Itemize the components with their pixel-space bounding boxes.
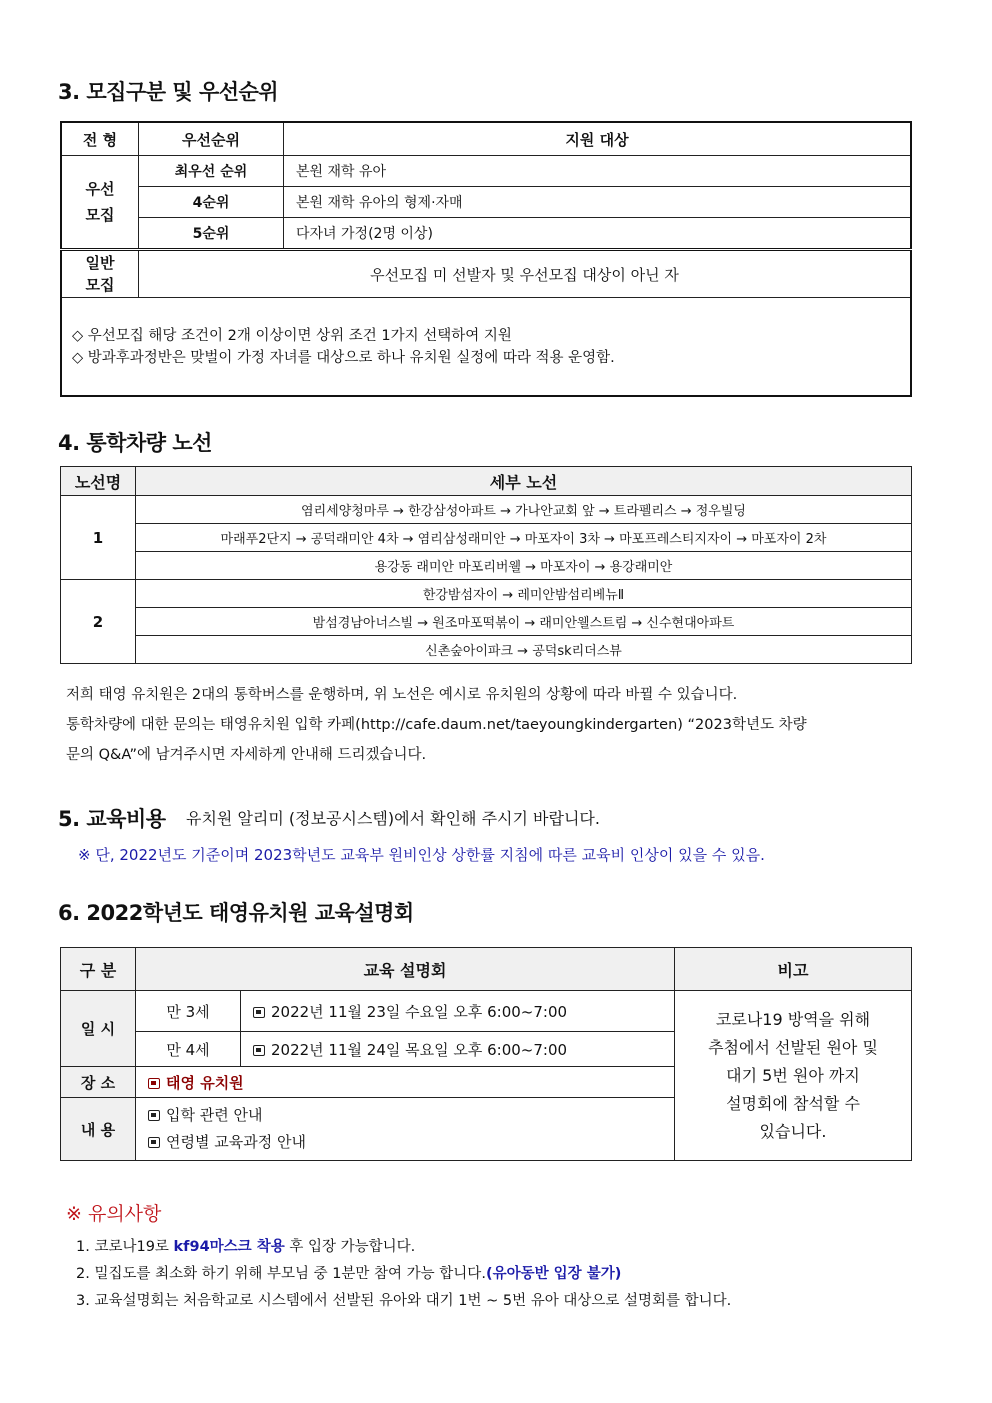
bullet-icon: [253, 1007, 265, 1018]
route-line: 밤섬경남아너스빌 → 원조마포떡볶이 → 래미안웰스트림 → 신수현대아파트: [136, 608, 912, 636]
bullet-icon: [253, 1045, 265, 1056]
content-item: 연령별 교육과정 안내: [166, 1133, 306, 1151]
route-line: 신촌숲아이파크 → 공덕sk리더스뷰: [136, 636, 912, 664]
general-group-label: 일반 모집: [61, 250, 139, 298]
fee-text: 유치원 알리미 (정보공시스템)에서 확인해 주시기 바랍니다.: [186, 809, 600, 828]
caution-item: 3. 교육설명회는 처음학교로 시스템에서 선발된 유아와 대기 1번 ~ 5번 유아 대상으로 설명회를 합니다.: [76, 1293, 732, 1309]
col-header: 우선순위: [139, 122, 284, 156]
col-header: 구 분: [61, 948, 136, 991]
session-age: 만 3세: [136, 991, 241, 1032]
remark-cell: [675, 991, 912, 1161]
content-item: 입학 관련 안내: [166, 1106, 263, 1124]
session-time: 2022년 11월 23일 수요일 오후 6:00~7:00: [271, 1002, 568, 1021]
bullet-icon: [148, 1137, 160, 1148]
remark-line: 대기 5번 원아 까지: [726, 1065, 860, 1085]
route-line: 염리세양청마루 → 한강삼성아파트 → 가나안교회 앞 → 트라펠리스 → 정우빌딩: [136, 496, 912, 524]
target-cell: 본원 재학 유아: [284, 156, 912, 187]
session-age: 만 4세: [136, 1032, 241, 1067]
caution-list: [76, 1234, 731, 1315]
col-header: 전 형: [61, 122, 139, 156]
section-5-title: 5. 교육비용: [58, 807, 166, 831]
section-4-title: 4. 통학차량 노선: [58, 431, 212, 455]
bullet-icon: [148, 1078, 160, 1089]
session-time: 2022년 11월 24일 목요일 오후 6:00~7:00: [271, 1040, 568, 1059]
briefing-table: [60, 947, 912, 1161]
place-cell: [136, 1067, 675, 1098]
remark-line: 추첨에서 선발된 원아 및: [708, 1037, 878, 1057]
place-text: 태영 유치원: [166, 1073, 244, 1092]
rank-cell: 4순위: [139, 187, 284, 218]
note-line: ◇ 방과후과정반은 맞벌이 가정 자녀를 대상으로 하나 유치원 실정에 따라 적용 운영함.: [72, 349, 615, 366]
route-desc: 문의 Q&A”에 남겨주시면 자세하게 안내해 드리겠습니다.: [66, 747, 427, 763]
fee-note: ※ 단, 2022년도 기준이며 2023학년도 교육부 원비인상 상한률 지침에 따른 교육비 인상이 있을 수 있음.: [78, 846, 765, 864]
remark-line: 있습니다.: [759, 1121, 827, 1141]
remark-line: 설명회에 참석할 수: [726, 1093, 860, 1113]
content-label: 내 용: [61, 1098, 136, 1161]
route-line: 용강동 래미안 마포리버웰 → 마포자이 → 용강래미안: [136, 552, 912, 580]
notes-cell: [61, 298, 911, 397]
place-label: 장 소: [61, 1067, 136, 1098]
remark-line: 코로나19 방역을 위해: [715, 1009, 871, 1029]
priority-group-label: 우선 모집: [61, 156, 139, 250]
date-label: 일 시: [61, 991, 136, 1067]
caution-title: ※ 유의사항: [66, 1203, 162, 1225]
route-name: 1: [61, 496, 136, 580]
content-cell: [136, 1098, 675, 1161]
col-header: 노선명: [61, 467, 136, 496]
bullet-icon: [148, 1110, 160, 1121]
rank-cell: 최우선 순위: [139, 156, 284, 187]
col-header: 지원 대상: [284, 122, 912, 156]
recruit-table: [60, 121, 912, 397]
route-line: 마래푸2단지 → 공덕래미안 4차 → 염리삼성래미안 → 마포자이 3차 → 마포프레스티지자이 → 마포자이 2차: [136, 524, 912, 552]
route-desc: 저희 태영 유치원은 2대의 통학버스를 운행하며, 위 노선은 예시로 유치원의 상황에 따라 바뀔 수 있습니다.: [66, 687, 738, 703]
target-cell: 다자녀 가정(2명 이상): [284, 218, 912, 250]
route-name: 2: [61, 580, 136, 664]
route-desc: 통학차량에 대한 문의는 태영유치원 입학 카페(http://cafe.daum.net/taeyoungkindergarten) “2023학년도 차량: [66, 717, 807, 733]
col-header: 비고: [675, 948, 912, 991]
note-line: ◇ 우선모집 해당 조건이 2개 이상이면 상위 조건 1가지 선택하여 지원: [72, 327, 512, 344]
session-when: [241, 1032, 675, 1067]
section-3-title: 3. 모집구분 및 우선순위: [58, 80, 279, 104]
general-target-cell: 우선모집 미 선발자 및 우선모집 대상이 아닌 자: [139, 250, 912, 298]
route-line: 한강밤섬자이 → 레미안밤섬리베뉴Ⅱ: [136, 580, 912, 608]
target-cell: 본원 재학 유아의 형제·자매: [284, 187, 912, 218]
col-header: 교육 설명회: [136, 948, 675, 991]
session-when: [241, 991, 675, 1032]
caution-item: 2. 밀집도를 최소화 하기 위해 부모님 중 1분만 참여 가능 합니다.(유아동반 입장 불가): [76, 1266, 622, 1282]
rank-cell: 5순위: [139, 218, 284, 250]
caution-item: 1. 코로나19로 kf94마스크 착용 후 입장 가능합니다.: [76, 1239, 416, 1255]
bus-route-table: [60, 466, 912, 664]
col-header: 세부 노선: [136, 467, 912, 496]
section-6-title: 6. 2022학년도 태영유치원 교육설명회: [58, 901, 414, 925]
